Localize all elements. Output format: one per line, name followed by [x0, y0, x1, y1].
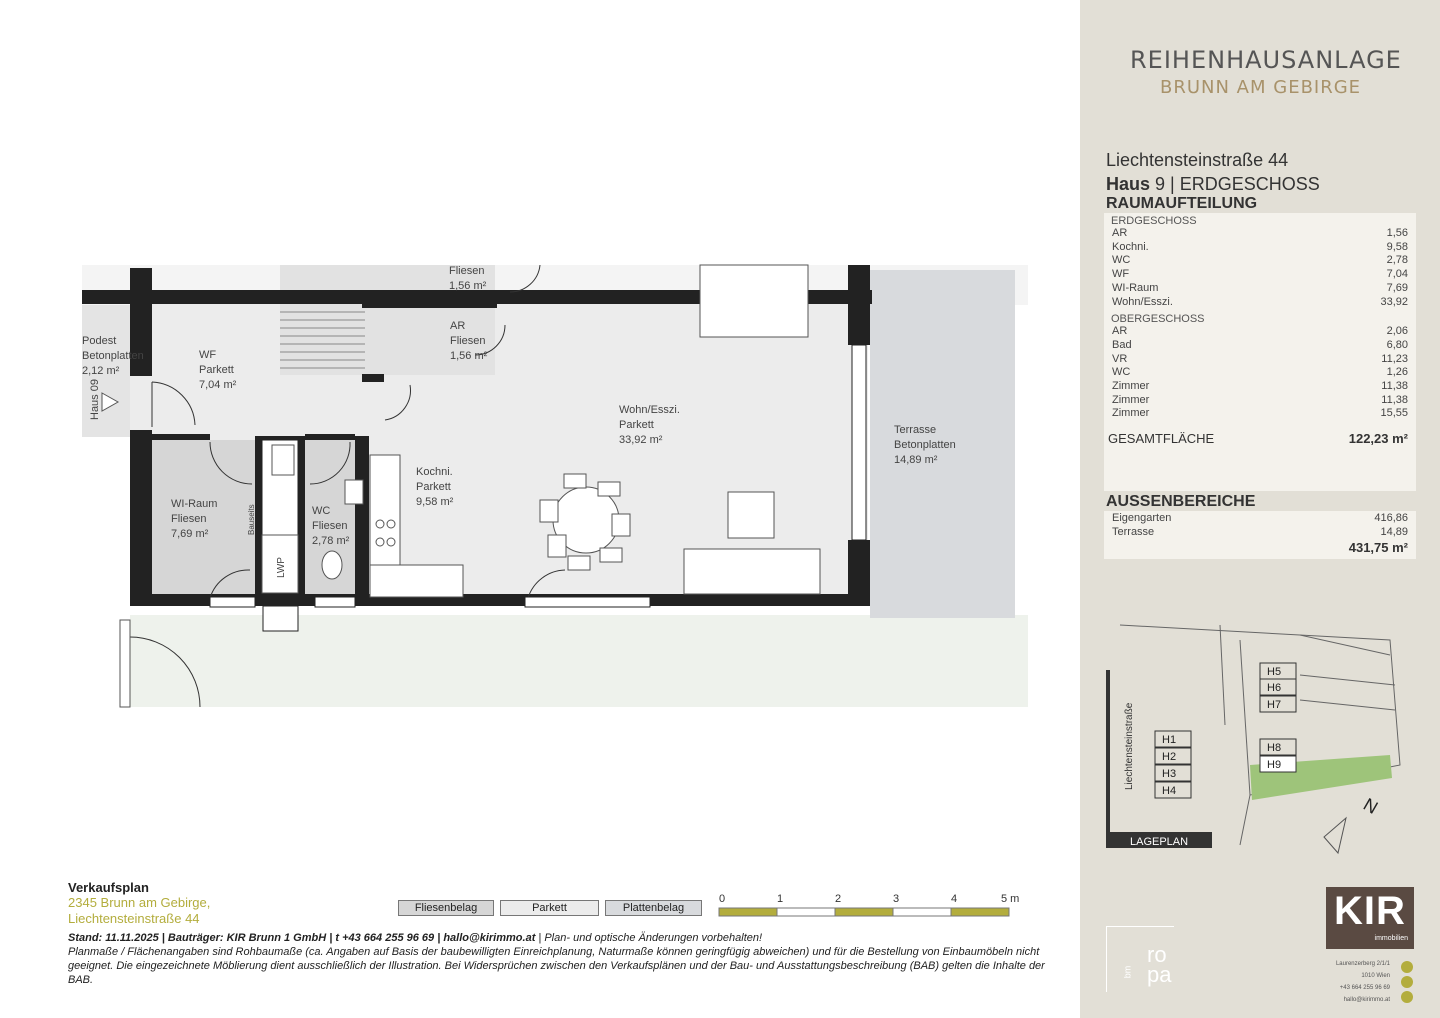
room-podest: Podest Betonplatten 2,12 m² [82, 335, 144, 377]
legend-fliesen: Fliesenbelag [398, 900, 494, 916]
legend-platten: Plattenbelag [605, 900, 702, 916]
haus09-label: Haus 09 [89, 379, 101, 420]
coffee-table [728, 492, 774, 538]
total-area: GESAMTFLÄCHE 122,23 m² [1108, 431, 1408, 447]
house-label: H7 [1267, 699, 1282, 711]
unit-title: Haus 9 | ERDGESCHOSS [1106, 174, 1320, 194]
area-row: Eigengarten 416,86 [1112, 512, 1408, 524]
project-title: REIHENHAUSANLAGE [1130, 46, 1402, 74]
contact-address: Laurenzerberg 2/1/1 1010 Wien +43 664 255 96 69 hallo@kirimmo.at [1335, 961, 1390, 1003]
room-schedule [1104, 195, 1416, 491]
aussen-heading: AUSSENBEREICHE [1104, 493, 1416, 511]
house-label: H4 [1162, 785, 1177, 797]
scale-4: 4 [951, 893, 958, 905]
area-row: AR 2,06 [1112, 325, 1408, 338]
room-terrasse: Terrasse Betonplatten 14,89 m² [894, 424, 956, 466]
mail-icon [1401, 991, 1413, 1003]
house-label: H9 [1267, 759, 1282, 771]
kir-logo: KIR immobilien [1326, 887, 1414, 949]
legend-parkett: Parkett [500, 900, 599, 916]
house-label: H6 [1267, 682, 1282, 694]
room-wohn: Wohn/Esszi. Parkett 33,92 m² [619, 404, 680, 446]
room-wi-raum: WI-Raum Fliesen 7,69 m² [171, 498, 218, 540]
phone-icon [1401, 976, 1413, 988]
bauseits-label: Bauseits [247, 504, 256, 535]
svg-text:N: N [1360, 794, 1382, 818]
room-kochni: Kochni. Parkett 9,58 m² [416, 466, 454, 508]
svg-text:Liechtensteinstraße: Liechtensteinstraße [1124, 702, 1135, 790]
raumaufteilung-heading: RAUMAUFTEILUNG [1104, 195, 1416, 213]
area-row: WI-Raum 7,69 [1112, 281, 1408, 294]
footer-stand: Stand: 11.11.2025 | Bauträger: KIR Brunn 1 GmbH | t +43 664 255 96 69 | hallo@kirimmo.at [68, 932, 536, 944]
eg-heading: ERDGESCHOSS [1111, 215, 1197, 227]
area-row: Bad 6,80 [1112, 338, 1408, 351]
footer-note: Planmaße / Flächenangaben sind Rohbaumaße (ca. Angaben auf Basis der baubewilligten Einreichplanung, Naturmaße können geringfügig abweichen) und für die Bestellung von Einbaumöbeln nicht geeignet. Die eingezeichnete Möblierung dient ausschließlich der Illustration. Bei Widersprüchen zwischen den Verkaufsplänen und der Bau- und Ausstattungsbeschreibung (BAB) gelten die Inhalte der BAB. [68, 946, 1045, 986]
room-ar: AR Fliesen 1,56 m² [450, 320, 488, 362]
house-label: H8 [1267, 742, 1282, 754]
footer-city: 2345 Brunn am Gebirge, [68, 895, 211, 910]
lwp-label: LWP [276, 557, 287, 578]
scale-3: 3 [893, 893, 900, 905]
scale-2: 2 [835, 893, 842, 905]
area-row: Zimmer 11,38 [1112, 393, 1408, 406]
project-subtitle: BRUNN AM GEBIRGE [1160, 77, 1362, 98]
og-heading: OBERGESCHOSS [1111, 313, 1205, 326]
scale-5: 5 m [1001, 893, 1020, 905]
location-icon [1401, 961, 1413, 973]
area-row: AR 1,56 [1112, 227, 1408, 239]
area-row: Terrasse 14,89 [1112, 525, 1408, 538]
area-row: Kochni. 9,58 [1112, 240, 1408, 253]
area-row: WC 2,78 [1112, 254, 1408, 267]
sofa [684, 549, 820, 594]
scale-1: 1 [777, 893, 784, 905]
footer-street: Liechtensteinstraße 44 [68, 911, 200, 926]
area-row: WC 1,26 [1112, 366, 1408, 379]
area-row: Zimmer 11,38 [1112, 380, 1408, 393]
area-row: Wohn/Esszi. 33,92 [1112, 295, 1408, 308]
ropa-logo: ro pa bm [1106, 926, 1174, 992]
area-row: VR 11,23 [1112, 352, 1408, 365]
kitchen-counter [370, 455, 400, 565]
area-row: Zimmer 15,55 [1112, 407, 1408, 420]
lageplan-label: LAGEPLAN [1130, 836, 1189, 848]
house-label: H3 [1162, 768, 1177, 780]
room-wf: WF Parkett 7,04 m² [199, 349, 237, 391]
room-fliesen-upper: Fliesen 1,56 m² [449, 265, 487, 292]
aussen-total: 431,75 m² [1348, 540, 1408, 556]
house-label: H5 [1267, 666, 1282, 678]
address: Liechtensteinstraße 44 [1106, 150, 1289, 170]
footer-title: Verkaufsplan [68, 880, 149, 895]
area-row: WF 7,04 [1112, 268, 1408, 281]
house-label: H2 [1162, 751, 1177, 763]
outdoor-areas [1104, 493, 1416, 559]
site-plan [1100, 615, 1420, 855]
room-wc: WC Fliesen 2,78 m² [312, 505, 350, 547]
toilet [322, 551, 342, 579]
house-label: H1 [1162, 734, 1177, 746]
sideboard [700, 265, 808, 337]
footer: Verkaufsplan 2345 Brunn am Gebirge, Liechtensteinstraße 44 Stand: 11.11.2025 | Bauträger: KIR Brunn 1 GmbH | t +43 664 255 96 69 | hallo@kirimmo.at | Plan- und optische Änderungen vorbehalten! Planmaße / Flächenangaben sind Rohbaumaße (ca. Angaben auf Basis der baubewilligten Einreichplanung, Naturmaße können geringfügig abweichen) und für die Bestellung von Einbaumöbeln nicht geeignet. Die eingezeichnete Möblierung dient ausschließlich der Illustration. Bei Widersprüchen zwischen den Verkaufsplänen und der Bau- und Ausstattungsbeschreibung (BAB) gelten die Inhalte der BAB. [68, 880, 1068, 987]
scale-0: 0 [719, 893, 726, 905]
